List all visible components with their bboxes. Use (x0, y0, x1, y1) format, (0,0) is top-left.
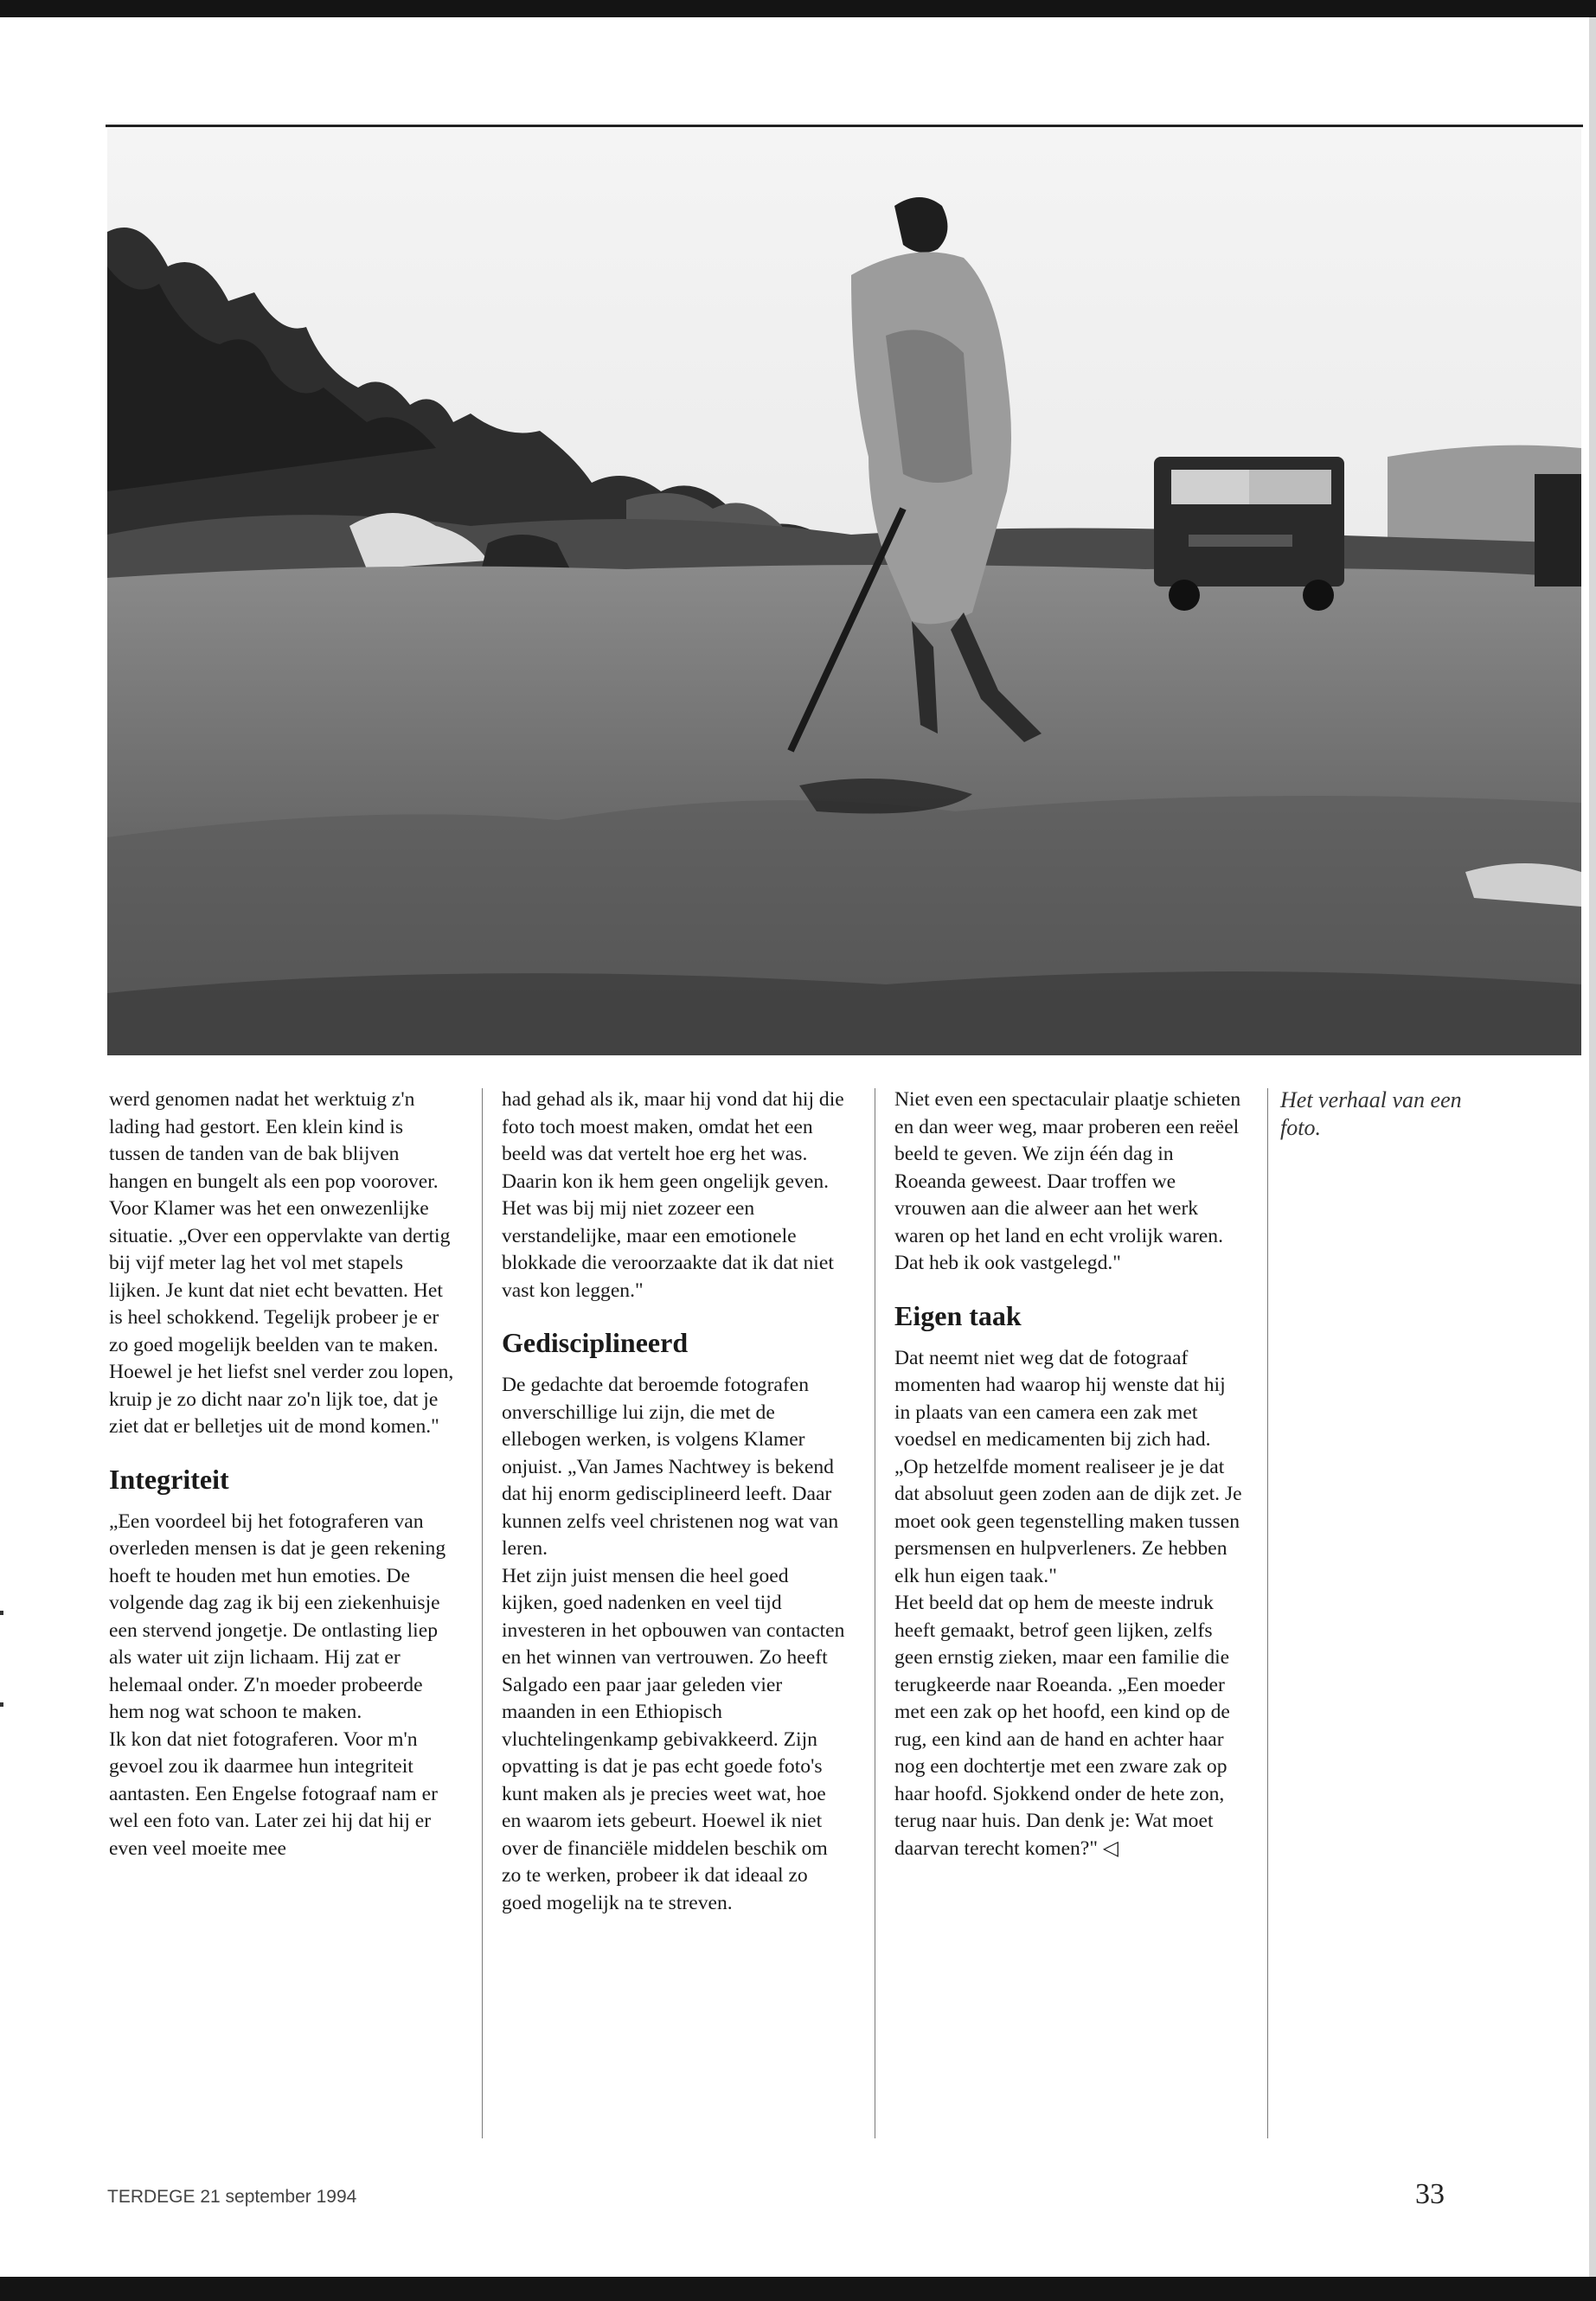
column-1-paragraph: „Een voordeel bij het fotograferen van overleden mensen is dat je geen rekening hoeft te houden met hun emoties. De volgende dag zag ik bij een ziekenhuisje een stervend jongetje. De ontlasting liep als water uit zijn lichaam. Hij zat er helemaal onder. Z'n moeder probeerde hem nog wat schoon te maken. (109, 1509, 446, 1723)
publication-footer: TERDEGE 21 september 1994 (107, 2187, 357, 2207)
column-1-paragraph: Ik kon dat niet fotograferen. Voor m'n gevoel zou ik daarmee hun integriteit aantasten. Een Engelse fotograaf nam er wel een foto van. Later zei hij dat hij er even veel moeite mee (109, 1727, 438, 1860)
top-rule (106, 125, 1583, 127)
article-photo (107, 128, 1581, 1055)
column-3-paragraph: Dat neemt niet weg dat de fotograaf momenten had waarop hij wenste dat hij in plaats van een camera een zak met voedsel en medicamenten bij zich had. „Op hetzelfde moment realiseer je je dat dat absoluut geen zoden aan de dijk zet. Je moet ook geen tegenstelling maken tussen persmensen en hulpverleners. Ze hebben elk hun eigen taak." (894, 1346, 1242, 1587)
article-column-3 (894, 1086, 1242, 1862)
heading-eigen-taak: Eigen taak (894, 1299, 1022, 1331)
column-1-paragraph: werd genomen nadat het werktuig z'n lading had gestort. Een klein kind is tussen de tanden van de bak blijven hangen en bungelt als een pop voorover. Voor Klamer was het een onwezenlijke situatie. „Over een oppervlakte van dertig bij vijf meter lag het vol met stapels lijken. Je kunt dat niet echt bevatten. Het is heel schokkend. Tegelijk probeer je er zo goed mogelijk beelden van te maken. Hoewel je het liefst snel verder zou lopen, kruip je zo dicht naar zo'n lijk toe, dat je ziet dat er belletjes uit de mond komen." (109, 1088, 454, 1438)
column-2-paragraph: had gehad als ik, maar hij vond dat hij die foto toch moest maken, omdat het een beeld was dat vertelt hoe erg het was. Daarin kon ik hem geen ongelijk geven. Het was bij mij niet zozeer een verstandelijke, maar een emotionele blokkade die veroorzaakte dat ik dat niet vast kon leggen." (502, 1088, 844, 1302)
heading-integriteit: Integriteit (109, 1463, 229, 1495)
photo-refugee-with-stick (107, 128, 1581, 1055)
page-number: 33 (1415, 2178, 1445, 2210)
column-3-paragraph: Het beeld dat op hem de meeste indruk heeft gemaakt, betrof geen lijken, zelfs geen ernstig zieken, maar een familie die terugkeerde naar Roeanda. „Een moeder met een zak op het hoofd, een kind op de rug, een kind aan de hand en achter haar nog een dochtertje met een zware zak op haar hoofd. Sjokkend onder de hete zon, terug naar huis. Dan denk je: Wat moet daarvan terecht komen?" ◁ (894, 1592, 1230, 1860)
scan-mark (0, 1702, 3, 1707)
heading-gedisciplineerd: Gedisciplineerd (502, 1327, 689, 1358)
column-3-paragraph: Niet even een spectaculair plaatje schieten en dan weer weg, maar proberen een reëel beeld te geven. We zijn één dag in Roeanda geweest. Daar troffen we vrouwen aan die alweer aan het werk waren op het land en echt vrolijk waren. Dat heb ik ook vastgelegd." (894, 1088, 1241, 1274)
article-column-2 (502, 1086, 849, 1917)
photo-caption: Het verhaal van een foto. (1280, 1087, 1462, 1140)
article-column-1 (109, 1086, 457, 1862)
column-2-paragraph: Het zijn juist mensen die heel goed kijken, goed nadenken en veel tijd investeren in het opbouwen van contacten en het winnen van vertrouwen. Zo heeft Salgado een paar jaar geleden vier maanden in een Ethiopisch vluchtelingenkamp gebivakkeerd. Zijn opvatting is dat je pas echt goede foto's kunt maken als je precies weet wat, hoe en waarom iets gebeurt. Hoewel ik niet over de financiële middelen beschik om zo te werken, probeer ik dat ideaal zo goed mogelijk na te streven. (502, 1564, 845, 1914)
column-divider (482, 1088, 483, 2138)
scan-frame-bottom (0, 2277, 1596, 2301)
scan-mark (0, 1611, 3, 1615)
column-divider (1267, 1088, 1268, 2138)
scan-frame-top (0, 0, 1596, 17)
column-2-paragraph: De gedachte dat beroemde fotografen onverschillige lui zijn, die met de ellebogen werken, is volgens Klamer onjuist. „Van James Nachtwey is bekend dat hij enorm gedisciplineerd leeft. Daar kunnen zelfs veel christenen nog wat van leren. (502, 1374, 839, 1560)
scan-edge-right (1589, 17, 1596, 2277)
